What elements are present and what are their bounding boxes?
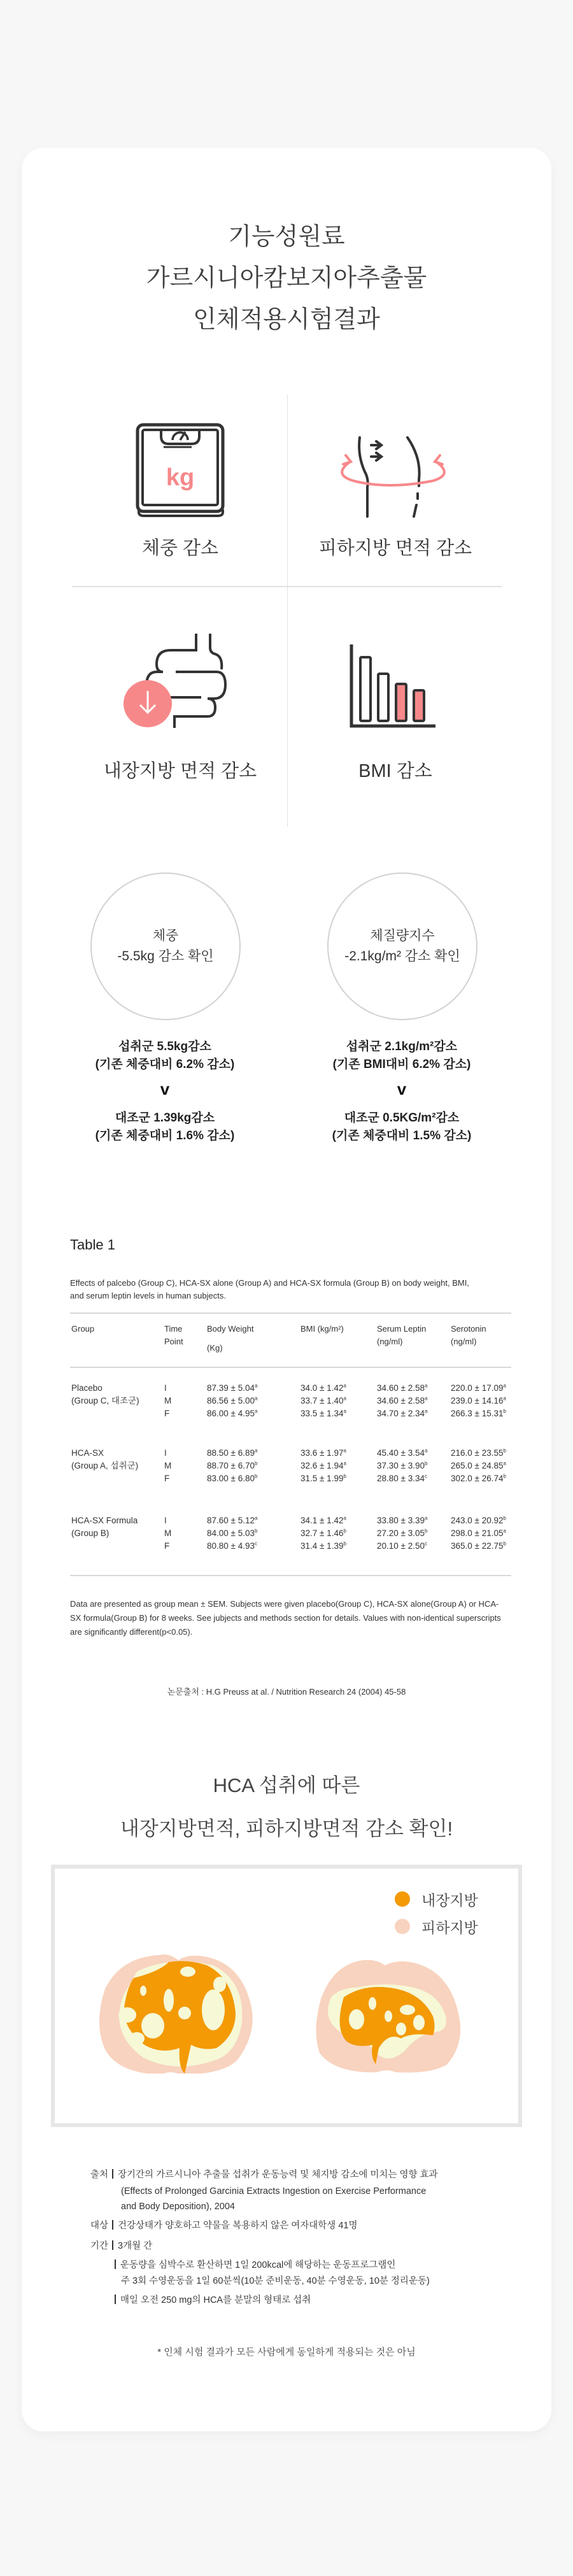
paper-source: 논문출처 : H.G Preuss at al. / Nutrition Research 24 (2004) 45-58 <box>167 1687 406 1697</box>
divider-bar <box>115 2259 116 2269</box>
cell-value: 365.0 ± 22.75 <box>451 1541 504 1551</box>
table-note: Data are presented as group mean ± SEM. Subjects were given placebo(Group C), HCA-SX alone(Group A) or HCA-SX formula(Group B) for 8 weeks. See jubjects and methods section for details. Values with non-identical superscripts are significantly different(p<0.05). <box>70 1599 501 1637</box>
cell-superscript: a <box>503 1460 506 1467</box>
cell-superscript: a <box>424 1395 428 1402</box>
cell-value: 266.3 ± 15.31 <box>451 1409 504 1418</box>
group-name-line: HCA-SX Formula <box>71 1516 138 1525</box>
feature-label-visceral: 내장지방 면적 감소 <box>103 761 257 781</box>
group-name-line: (Group B) <box>71 1528 110 1538</box>
table-cell-serotonin <box>451 1407 506 1420</box>
cell-superscript: b <box>343 1473 346 1479</box>
cell-value: 239.0 ± 14.16 <box>451 1396 504 1405</box>
table-cell-serotonin <box>451 1514 506 1527</box>
table-cell-timepoint: M <box>164 1461 172 1470</box>
table-cell-bmi <box>301 1540 346 1553</box>
table-cell-bmi <box>301 1407 346 1420</box>
info-text: 3개월 간 <box>118 2241 153 2251</box>
cell-value: 33.80 ± 3.39 <box>377 1516 425 1525</box>
cell-superscript: c <box>424 1473 427 1479</box>
cell-superscript: b <box>343 1541 346 1547</box>
table-cell-bmi <box>301 1395 346 1407</box>
circle-title: 체질량지수 <box>370 929 435 943</box>
header-line: Serum Leptin <box>377 1324 427 1334</box>
cell-value: 33.5 ± 1.34 <box>301 1409 344 1418</box>
cell-superscript: a <box>343 1395 346 1402</box>
intestine-down-icon <box>122 632 232 728</box>
control-result-bmi <box>294 1109 510 1145</box>
table-header-cell <box>451 1323 486 1348</box>
table-cell-leptin <box>377 1460 427 1472</box>
cell-superscript: c <box>254 1541 257 1547</box>
intake-line: 섭취군 5.5kg감소 <box>118 1040 211 1053</box>
table-header-cell <box>164 1323 183 1348</box>
cell-superscript: a <box>424 1448 428 1454</box>
scale-icon <box>136 423 226 517</box>
cell-superscript: b <box>424 1528 428 1534</box>
header-line: Point <box>164 1337 183 1346</box>
group-name-line: HCA-SX <box>71 1448 104 1458</box>
table-header-cell <box>377 1323 426 1348</box>
table-cell-timepoint: M <box>164 1528 172 1538</box>
table-caption: Effects of palcebo (Group C), HCA-SX alone (Group A) and HCA-SX formula (Group B) on body weight, BMI, and serum leptin levels in human subjects. <box>70 1278 469 1300</box>
cell-superscript: b <box>254 1528 258 1534</box>
header-line: (Kg) <box>207 1343 223 1353</box>
table-cell-body-weight <box>207 1527 257 1540</box>
table-cell-leptin <box>377 1514 427 1527</box>
cell-value: 87.60 ± 5.12 <box>207 1516 255 1525</box>
intake-line: (기존 BMI대비 6.2% 감소) <box>332 1058 471 1071</box>
table-cell-timepoint: F <box>164 1409 170 1418</box>
title-line: 인체적용시험결과 <box>193 306 380 333</box>
cell-value: 34.0 ± 1.42 <box>301 1383 344 1393</box>
cell-superscript: b <box>254 1473 258 1479</box>
header-line: Serotonin <box>451 1324 486 1334</box>
table-header-cell <box>71 1323 94 1335</box>
grid-divider-horizontal <box>72 586 502 587</box>
compare-chevron-icon: v <box>397 1079 407 1099</box>
table-cell-body-weight <box>207 1460 257 1472</box>
table-header-cell <box>207 1323 253 1355</box>
info-text: 운동량을 심박수로 환산하면 1일 200kcal에 해당하는 운동프로그램인 <box>120 2260 396 2270</box>
cell-value: 34.1 ± 1.42 <box>301 1516 344 1525</box>
legend-subcutaneous-label: 피하지방 <box>421 1919 478 1936</box>
after-fat-ct-image <box>306 1959 465 2074</box>
table-cell-timepoint: I <box>164 1448 167 1458</box>
before-fat-ct-image <box>99 1953 258 2074</box>
table-cell-body-weight <box>207 1447 257 1460</box>
control-line: 대조군 1.39kg감소 <box>115 1111 215 1125</box>
control-line: (기존 체중대비 1.6% 감소) <box>95 1129 235 1142</box>
title-line: HCA 섭취에 따른 <box>213 1774 360 1797</box>
table-rule-bottom <box>70 1575 511 1576</box>
cell-value: 34.60 ± 2.58 <box>377 1396 425 1405</box>
cell-superscript: b <box>503 1473 506 1479</box>
legend-subcutaneous-dot-icon <box>395 1919 410 1934</box>
intake-result-bmi <box>294 1038 510 1074</box>
cell-value: 84.00 ± 5.03 <box>207 1528 255 1538</box>
control-line: 대조군 0.5KG/m²감소 <box>344 1111 460 1125</box>
cell-superscript: b <box>343 1528 346 1534</box>
result-circle-bmi <box>327 872 478 1020</box>
disclaimer: * 인체 시험 결과가 모든 사람에게 동일하게 적용되는 것은 아님 <box>157 2347 416 2358</box>
cell-value: 34.60 ± 2.58 <box>377 1383 425 1393</box>
table-rule-header <box>70 1367 511 1368</box>
info-text: and Body Deposition), 2004 <box>121 2202 235 2212</box>
table-cell-bmi <box>301 1447 346 1460</box>
table-cell-serotonin <box>451 1460 506 1472</box>
table-cell-serotonin <box>451 1540 506 1553</box>
table-cell-body-weight <box>207 1540 257 1553</box>
table-cell-bmi <box>301 1460 346 1472</box>
group-name-line: (Group C, 대조군) <box>71 1396 139 1405</box>
table-cell-timepoint: F <box>164 1541 170 1551</box>
cell-superscript: a <box>343 1515 346 1521</box>
cell-value: 88.50 ± 6.89 <box>207 1448 255 1458</box>
bar-chart-decrease-icon <box>349 643 438 729</box>
cell-value: 302.0 ± 26.74 <box>451 1474 504 1483</box>
table-cell-bmi <box>301 1527 346 1540</box>
feature-label-subcutaneous: 피하지방 면적 감소 <box>318 538 472 559</box>
cell-superscript: b <box>503 1408 506 1414</box>
cell-value: 32.6 ± 1.94 <box>301 1461 344 1470</box>
cell-superscript: a <box>343 1460 346 1467</box>
info-text: 매일 오전 250 mg의 HCA를 분말의 형태로 섭취 <box>120 2295 311 2305</box>
feature-label-bmi: BMI 감소 <box>358 761 432 781</box>
header-line: BMI (kg/m²) <box>301 1324 344 1334</box>
header-line: Group <box>71 1324 95 1334</box>
cell-value: 31.4 ± 1.39 <box>301 1541 344 1551</box>
table-cell-leptin <box>377 1382 427 1395</box>
cell-value: 80.80 ± 4.93 <box>207 1541 255 1551</box>
cell-superscript: c <box>424 1541 427 1547</box>
table-cell-timepoint: I <box>164 1383 167 1393</box>
header-line: Body Weight <box>207 1324 254 1334</box>
cell-superscript: a <box>503 1528 506 1534</box>
cell-value: 220.0 ± 17.09 <box>451 1383 504 1393</box>
circle-value: -5.5kg 감소 확인 <box>117 949 214 964</box>
table-cell-serotonin <box>451 1527 506 1540</box>
info-text: (Effects of Prolonged Garcinia Extracts Ingestion on Exercise Performance <box>121 2186 427 2196</box>
intake-line: (기존 체중대비 6.2% 감소) <box>95 1058 235 1071</box>
cell-superscript: b <box>254 1460 258 1467</box>
info-label: 대상 <box>90 2221 109 2231</box>
header-line: Time <box>164 1324 183 1334</box>
table-cell-timepoint: F <box>164 1474 170 1483</box>
title-line: 기능성원료 <box>228 224 345 250</box>
cell-value: 265.0 ± 24.85 <box>451 1461 504 1470</box>
cell-superscript: a <box>343 1448 346 1454</box>
cell-superscript: b <box>503 1541 506 1547</box>
cell-value: 86.56 ± 5.00 <box>207 1396 255 1405</box>
scale-kg-text: kg <box>166 464 195 491</box>
table-cell-leptin <box>377 1540 427 1553</box>
table-cell-body-weight <box>207 1395 257 1407</box>
table-group-name <box>71 1447 138 1472</box>
cell-superscript: b <box>503 1515 506 1521</box>
circle-title: 체중 <box>152 929 179 943</box>
table-cell-serotonin <box>451 1382 506 1395</box>
divider-bar <box>112 2220 113 2230</box>
cell-superscript: a <box>343 1383 346 1389</box>
cell-superscript: a <box>503 1395 506 1402</box>
result-circle-weight <box>90 872 241 1020</box>
info-subject <box>90 2219 357 2232</box>
feature-label-weight: 체중 감소 <box>141 538 219 559</box>
info-exercise <box>111 2259 395 2272</box>
intake-line: 섭취군 2.1kg/m²감소 <box>346 1040 458 1053</box>
cell-superscript: a <box>424 1383 428 1389</box>
cell-superscript: a <box>424 1515 428 1521</box>
cell-value: 87.39 ± 5.04 <box>207 1383 255 1393</box>
table-cell-serotonin <box>451 1447 506 1460</box>
divider-bar <box>115 2295 116 2304</box>
cell-value: 31.5 ± 1.99 <box>301 1474 344 1483</box>
cell-superscript: a <box>254 1515 258 1521</box>
cell-value: 28.80 ± 3.34 <box>377 1474 425 1483</box>
table-cell-bmi <box>301 1382 346 1395</box>
cell-value: 32.7 ± 1.46 <box>301 1528 344 1538</box>
table-cell-serotonin <box>451 1472 506 1485</box>
table-group-name <box>71 1382 139 1407</box>
info-label: 기간 <box>90 2241 109 2251</box>
cell-value: 243.0 ± 20.92 <box>451 1516 504 1525</box>
cell-superscript: a <box>424 1408 428 1414</box>
cell-superscript: a <box>503 1383 506 1389</box>
title-line: 가르시니아캄보지아추출물 <box>146 265 427 292</box>
table-cell-leptin <box>377 1447 427 1460</box>
info-text: 주 3회 수영운동을 1일 60분씩(10분 준비운동, 40분 수영운동, 10분 정리운동) <box>121 2276 430 2286</box>
group-name-line: (Group A, 섭취군) <box>71 1461 139 1470</box>
table-cell-body-weight <box>207 1407 257 1420</box>
cell-superscript: b <box>424 1460 428 1467</box>
table-cell-timepoint: I <box>164 1516 167 1525</box>
cell-superscript: a <box>254 1395 258 1402</box>
cell-superscript: a <box>254 1448 258 1454</box>
table-group-name <box>71 1514 138 1540</box>
cell-value: 45.40 ± 3.54 <box>377 1448 425 1458</box>
page-title <box>0 217 573 341</box>
info-text: 장기간의 가르시니아 추출물 섭취가 운동능력 및 체지방 감소에 미치는 영향 효과 <box>118 2170 438 2180</box>
divider-bar <box>112 2169 113 2179</box>
info-source <box>90 2168 438 2181</box>
cell-value: 20.10 ± 2.50 <box>377 1541 425 1551</box>
cell-superscript: a <box>254 1408 258 1414</box>
info-text: 건강상태가 양호하고 약물을 복용하지 않은 여자대학생 41명 <box>118 2221 358 2231</box>
table-cell-serotonin <box>451 1395 506 1407</box>
cell-value: 216.0 ± 23.55 <box>451 1448 504 1458</box>
table-cell-leptin <box>377 1407 427 1420</box>
info-dose <box>111 2294 311 2307</box>
info-label: 출처 <box>90 2170 109 2180</box>
table-cell-leptin <box>377 1472 427 1485</box>
cell-value: 88.70 ± 6.70 <box>207 1461 255 1470</box>
control-result-weight <box>57 1109 273 1145</box>
cell-value: 86.00 ± 4.95 <box>207 1409 255 1418</box>
cell-value: 37.30 ± 3.90 <box>377 1461 425 1470</box>
circle-value: -2.1kg/m² 감소 확인 <box>344 949 460 964</box>
table-cell-timepoint: M <box>164 1396 172 1405</box>
title-line: 내장지방면적, 피하지방면적 감소 확인! <box>120 1818 453 1840</box>
table-rule-top <box>70 1313 511 1314</box>
legend-visceral-dot-icon <box>395 1891 410 1907</box>
info-period <box>90 2240 152 2252</box>
legend-visceral-label: 내장지방 <box>421 1892 478 1909</box>
table-header-cell <box>301 1323 344 1335</box>
table-cell-bmi <box>301 1514 346 1527</box>
cell-superscript: a <box>254 1383 258 1389</box>
table-title: Table 1 <box>70 1237 115 1253</box>
cell-value: 33.7 ± 1.40 <box>301 1396 344 1405</box>
cell-value: 83.00 ± 6.80 <box>207 1474 255 1483</box>
table-cell-leptin <box>377 1527 427 1540</box>
table-cell-body-weight <box>207 1382 257 1395</box>
cell-value: 298.0 ± 21.05 <box>451 1528 504 1538</box>
compare-chevron-icon: v <box>160 1079 170 1099</box>
header-line: (ng/ml) <box>451 1337 477 1346</box>
cell-superscript: b <box>503 1448 506 1454</box>
control-line: (기존 체중대비 1.5% 감소) <box>332 1129 472 1142</box>
table-cell-leptin <box>377 1395 427 1407</box>
divider-bar <box>112 2240 113 2250</box>
cell-value: 33.6 ± 1.97 <box>301 1448 344 1458</box>
waist-icon <box>334 436 452 518</box>
cell-value: 34.70 ± 2.34 <box>377 1409 425 1418</box>
table-cell-body-weight <box>207 1514 257 1527</box>
header-line: (ng/ml) <box>377 1337 403 1346</box>
table-cell-body-weight <box>207 1472 257 1485</box>
group-name-line: Placebo <box>71 1383 103 1393</box>
table-cell-bmi <box>301 1472 346 1485</box>
cell-value: 27.20 ± 3.05 <box>377 1528 425 1538</box>
cell-superscript: a <box>343 1408 346 1414</box>
intake-result-weight <box>57 1038 273 1074</box>
fat-section-title <box>0 1764 573 1851</box>
